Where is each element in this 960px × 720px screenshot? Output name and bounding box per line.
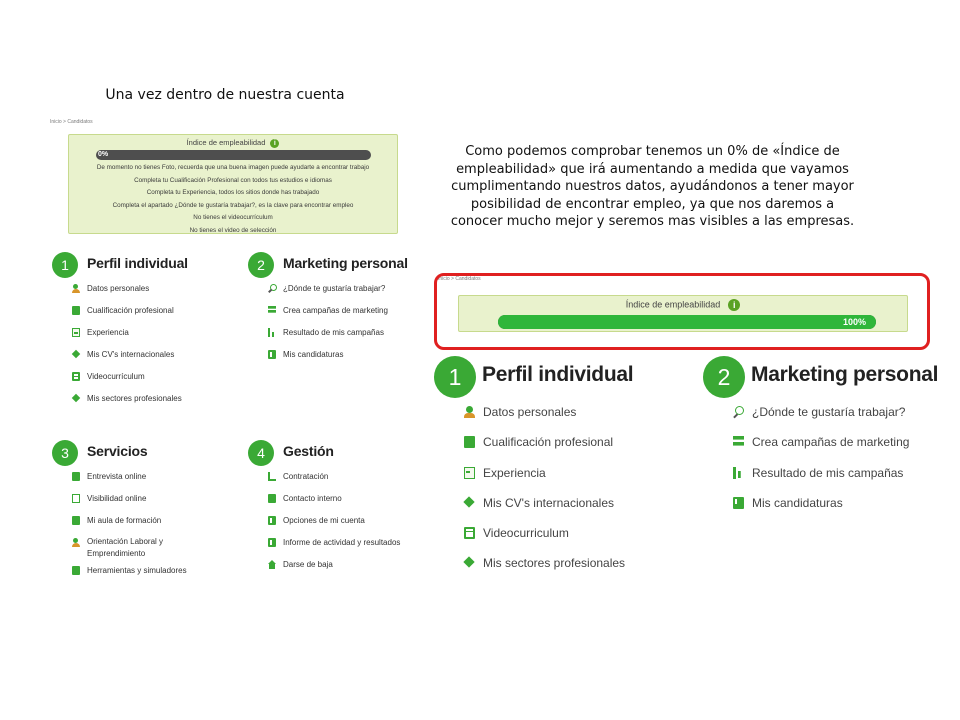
progress-value: 0% <box>98 151 109 158</box>
employability-title: Índice de empleabilidad <box>186 138 266 147</box>
employability-panel <box>458 295 908 332</box>
menu-item-label: Contratación <box>283 472 329 481</box>
section-title: Perfil individual <box>87 255 188 271</box>
section-number: 1 <box>434 356 476 398</box>
document-icon <box>72 306 80 315</box>
employability-progress-bar <box>96 150 371 160</box>
home-icon <box>268 560 276 569</box>
campaign-icon <box>733 436 744 448</box>
menu-item-label: Herramientas y simuladores <box>87 566 187 575</box>
intro-caption: Una vez dentro de nuestra cuenta <box>105 87 345 103</box>
video-icon <box>464 527 475 539</box>
section-number: 1 <box>52 252 78 278</box>
section-number: 3 <box>52 440 78 466</box>
diamond-icon <box>72 350 80 359</box>
menu-item-label: Mis sectores profesionales <box>483 556 626 571</box>
diamond-icon <box>72 394 80 403</box>
menu-item-label: ¿Dónde te gustaría trabajar? <box>752 405 906 419</box>
menu-item-label: Entrevista online <box>87 472 147 481</box>
menu-item-label: Informe de actividad y resultados <box>283 538 401 547</box>
folder-icon <box>268 516 276 525</box>
chart-icon <box>268 328 276 337</box>
tip-link[interactable]: Completa tu Cualificación Profesional con todos tus estudios e idiomas <box>134 176 332 184</box>
employability-panel <box>68 134 398 234</box>
info-icon[interactable]: i <box>270 139 279 148</box>
search-icon <box>733 406 744 418</box>
menu-item-label: Experiencia <box>483 465 546 480</box>
breadcrumb[interactable]: Inicio > Candidatos <box>438 276 481 282</box>
employability-title-row <box>69 138 397 148</box>
folder-icon <box>268 350 276 359</box>
menu-item-label: Orientación Laboral y Emprendimiento <box>87 537 164 558</box>
menu-item-label: Crea campañas de marketing <box>752 435 910 450</box>
tip-link[interactable]: No tienes el videocurrículum <box>193 214 273 221</box>
diamond-icon <box>464 557 475 569</box>
menu-item-label: Resultado de mis campañas <box>752 465 904 480</box>
tip-link[interactable]: No tienes el video de selección <box>189 226 277 234</box>
info-icon[interactable]: i <box>728 299 740 311</box>
folder-icon <box>268 538 276 547</box>
campaign-icon <box>268 306 276 315</box>
section-title: Marketing personal <box>283 255 408 271</box>
section-number: 2 <box>248 252 274 278</box>
employability-title-row <box>459 299 907 311</box>
menu-item-label: Contacto interno <box>283 494 342 503</box>
menu-item-label: ¿Dónde te gustaría trabajar? <box>283 284 386 293</box>
menu-item-label: Darse de baja <box>283 560 333 569</box>
menu-item-label: Datos personales <box>483 405 577 419</box>
menu-item-label: Opciones de mi cuenta <box>283 516 365 525</box>
menu-item-label: Crea campañas de marketing <box>283 306 388 315</box>
employability-progress-bar <box>498 315 876 329</box>
section-title: Servicios <box>87 443 148 459</box>
menu-item-label: Videocurrículum <box>87 372 145 381</box>
progress-fill <box>498 315 876 329</box>
chat-icon <box>72 472 80 481</box>
tip-link[interactable]: Completa el apartado ¿Dónde te gustaría trabajar?, es la clave para encontrar empleo <box>112 201 354 209</box>
breadcrumb[interactable]: Inicio > Candidatos <box>50 119 93 125</box>
menu-item-label: Mis CV's internacionales <box>87 350 175 359</box>
search-icon <box>268 284 276 293</box>
folder-icon <box>733 497 744 509</box>
tip-link[interactable]: Completa tu Experiencia, todos los sitios donde has trabajado <box>146 189 320 196</box>
employability-title: Índice de empleabilidad <box>625 299 721 310</box>
cart-icon <box>268 472 276 481</box>
person-icon <box>72 284 80 293</box>
experience-icon <box>72 328 80 337</box>
section-number: 4 <box>248 440 274 466</box>
progress-value: 100% <box>842 317 866 327</box>
menu-item-label: Resultado de mis campañas <box>283 328 384 337</box>
menu-item-label: Mis candidaturas <box>752 495 843 510</box>
book-icon <box>72 516 80 525</box>
menu-item-label: Datos personales <box>87 284 150 293</box>
section-number: 2 <box>703 356 745 398</box>
monitor-icon <box>72 494 80 503</box>
menu-item-label: Mis candidaturas <box>283 350 344 359</box>
tip-link[interactable]: De momento no tienes Foto, recuerda que una buena imagen puede ayudarte a encontrar trabajo <box>96 164 370 171</box>
chart-icon <box>733 467 744 479</box>
menu-item-label: Videocurriculum <box>483 526 569 541</box>
section-title: Gestión <box>283 443 334 459</box>
video-icon <box>72 372 80 381</box>
menu-item-label: Mis CV's internacionales <box>483 495 615 510</box>
explanation-text: Como podemos comprobar tenemos un 0% de «Índice de empleabilidad» que irá aumentando a medida que vayamos cumplimentando nuestros datos, ayudándonos a tener mayor posibilidad de encontrar empleo, ya que nos daremos a conocer mucho mejor y seremos mas visibles a las empresas. <box>450 144 855 229</box>
menu-item-label: Mi aula de formación <box>87 516 162 525</box>
document-icon <box>464 436 475 448</box>
employability-tips <box>69 162 397 237</box>
person-icon <box>464 406 475 418</box>
menu-item-label: Cualificación profesional <box>483 435 614 450</box>
section-title: Perfil individual <box>482 363 634 386</box>
section-title: Marketing personal <box>751 363 939 386</box>
mail-icon <box>268 494 276 503</box>
menu-item-label: Visibilidad online <box>87 494 147 503</box>
menu-item-label: Experiencia <box>87 328 129 337</box>
menu-item-label: Mis sectores profesionales <box>87 394 182 403</box>
tools-icon <box>72 566 80 575</box>
experience-icon <box>464 467 475 479</box>
diamond-icon <box>464 497 475 509</box>
menu-item-label: Cualificación profesional <box>87 306 174 315</box>
person-icon <box>72 538 80 547</box>
